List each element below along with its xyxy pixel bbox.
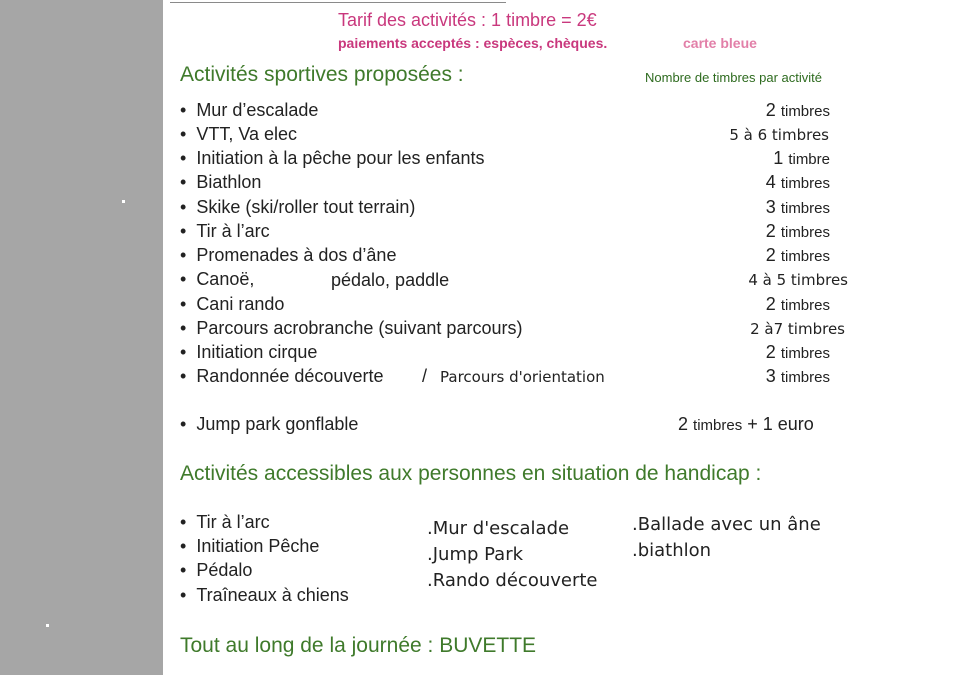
stamp-count [766, 221, 830, 242]
bullet: • [180, 318, 187, 338]
stamp-count [766, 172, 830, 193]
activity-extra: Parcours d'orientation [440, 368, 605, 386]
list-item [180, 560, 252, 581]
activity-extra: pédalo, paddle [331, 270, 450, 290]
list-item [180, 100, 318, 121]
stamp-number: 1 [773, 148, 784, 168]
bullet: • [180, 148, 187, 168]
stamp-number: 3 [765, 366, 776, 386]
stamp-unit: timbres [780, 369, 830, 386]
stamp-unit: timbres [693, 417, 743, 434]
handicap-activity: .Mur d'escalade [427, 518, 570, 539]
stamp-count [766, 366, 830, 387]
stamp-number: 2 [765, 100, 776, 120]
stamp-count: 5 à 6 timbres [729, 126, 829, 144]
activity-name: Promenades à dos d’âne [196, 245, 397, 265]
activity-name: Randonnée découverte [196, 366, 384, 386]
handicap-activity: Traîneaux à chiens [196, 585, 349, 605]
stamp-unit: timbres [780, 224, 830, 241]
bullet: • [180, 172, 187, 192]
activity-name: Initiation à la pêche pour les enfants [196, 148, 485, 168]
bullet: • [180, 536, 187, 556]
list-item [180, 536, 319, 557]
stamp-count [773, 148, 830, 169]
bullet: • [180, 124, 187, 144]
activity-name: Jump park gonflable [196, 414, 359, 434]
bullet: • [180, 342, 187, 362]
stamp-count: 2 à7 timbres [750, 320, 845, 338]
activity-name: Biathlon [196, 172, 262, 192]
bullet: • [180, 560, 187, 580]
list-item [180, 148, 485, 169]
list-item [180, 245, 396, 266]
stamp-number: 2 [765, 294, 776, 314]
list-item-jump-park [180, 414, 358, 435]
activity-name: Canoë, [196, 269, 255, 289]
stamp-count [766, 294, 830, 315]
stamp-count: 4 à 5 timbres [748, 271, 848, 289]
handicap-section-title: Activités accessibles aux personnes en situation de handicap : [180, 462, 762, 485]
stamp-unit: timbre [788, 151, 830, 168]
stamp-number: 3 [765, 197, 776, 217]
extra-price: + 1 euro [747, 414, 814, 434]
bullet: • [180, 269, 187, 289]
left-margin-panel [0, 0, 163, 675]
handicap-activity: .biathlon [632, 540, 712, 561]
bullet: • [180, 585, 187, 605]
activity-name: Skike (ski/roller tout terrain) [196, 197, 416, 217]
stamp-number: 4 [765, 172, 776, 192]
activity-name: VTT, Va elec [196, 124, 298, 144]
payment-card: carte bleue [683, 35, 757, 51]
list-item [180, 294, 284, 315]
stamp-number: 2 [678, 414, 689, 434]
list-item [180, 197, 415, 218]
list-item [180, 221, 270, 242]
list-item [180, 318, 522, 339]
stamp-unit: timbres [780, 248, 830, 265]
handicap-activity: Tir à l’arc [196, 512, 270, 532]
list-item [180, 342, 317, 363]
list-item [180, 585, 349, 606]
stamp-number: 2 [765, 221, 776, 241]
bullet: • [180, 366, 187, 386]
payment-methods: paiements acceptés : espèces, chèques. [338, 35, 608, 51]
list-item [180, 172, 261, 193]
stamps-column-header: Nombre de timbres par activité [645, 70, 823, 85]
sports-section-title: Activités sportives proposées : [180, 63, 464, 86]
stamp-count [766, 100, 830, 121]
top-rule [170, 2, 506, 3]
stamp-number: 2 [765, 342, 776, 362]
handicap-activity: .Ballade avec un âne [632, 514, 821, 535]
stamp-count [766, 342, 830, 363]
stamp-unit: timbres [780, 103, 830, 120]
activity-name: Cani rando [196, 294, 285, 314]
jump-park-price [678, 414, 814, 435]
activity-name: Tir à l’arc [196, 221, 270, 241]
stamp-count [766, 245, 830, 266]
list-item [180, 512, 270, 533]
list-item [180, 124, 297, 145]
bullet: • [180, 100, 187, 120]
bullet: • [180, 221, 187, 241]
bullet: • [180, 294, 187, 314]
bullet: • [180, 197, 187, 217]
list-item [180, 269, 254, 290]
handicap-activity: .Rando découverte [427, 570, 598, 591]
bullet: • [180, 512, 187, 532]
list-item [180, 366, 383, 387]
buvette-note: Tout au long de la journée : BUVETTE [180, 634, 537, 657]
stamp-unit: timbres [780, 297, 830, 314]
activity-name: Initiation cirque [196, 342, 318, 362]
slash-separator: / [422, 366, 428, 386]
handicap-activity: Pédalo [196, 560, 253, 580]
stamp-unit: timbres [780, 200, 830, 217]
stamp-unit: timbres [780, 175, 830, 192]
handicap-activity: Initiation Pêche [196, 536, 320, 556]
tarif-title: Tarif des activités : 1 timbre = 2€ [338, 10, 597, 30]
bullet: • [180, 245, 187, 265]
stamp-unit: timbres [780, 345, 830, 362]
bullet: • [180, 414, 187, 434]
margin-dot [122, 200, 125, 203]
stamp-count [766, 197, 830, 218]
activity-name: Parcours acrobranche (suivant parcours) [196, 318, 523, 338]
activity-name: Mur d’escalade [196, 100, 319, 120]
margin-dot [46, 624, 49, 627]
stamp-number: 2 [765, 245, 776, 265]
handicap-activity: .Jump Park [427, 544, 524, 565]
